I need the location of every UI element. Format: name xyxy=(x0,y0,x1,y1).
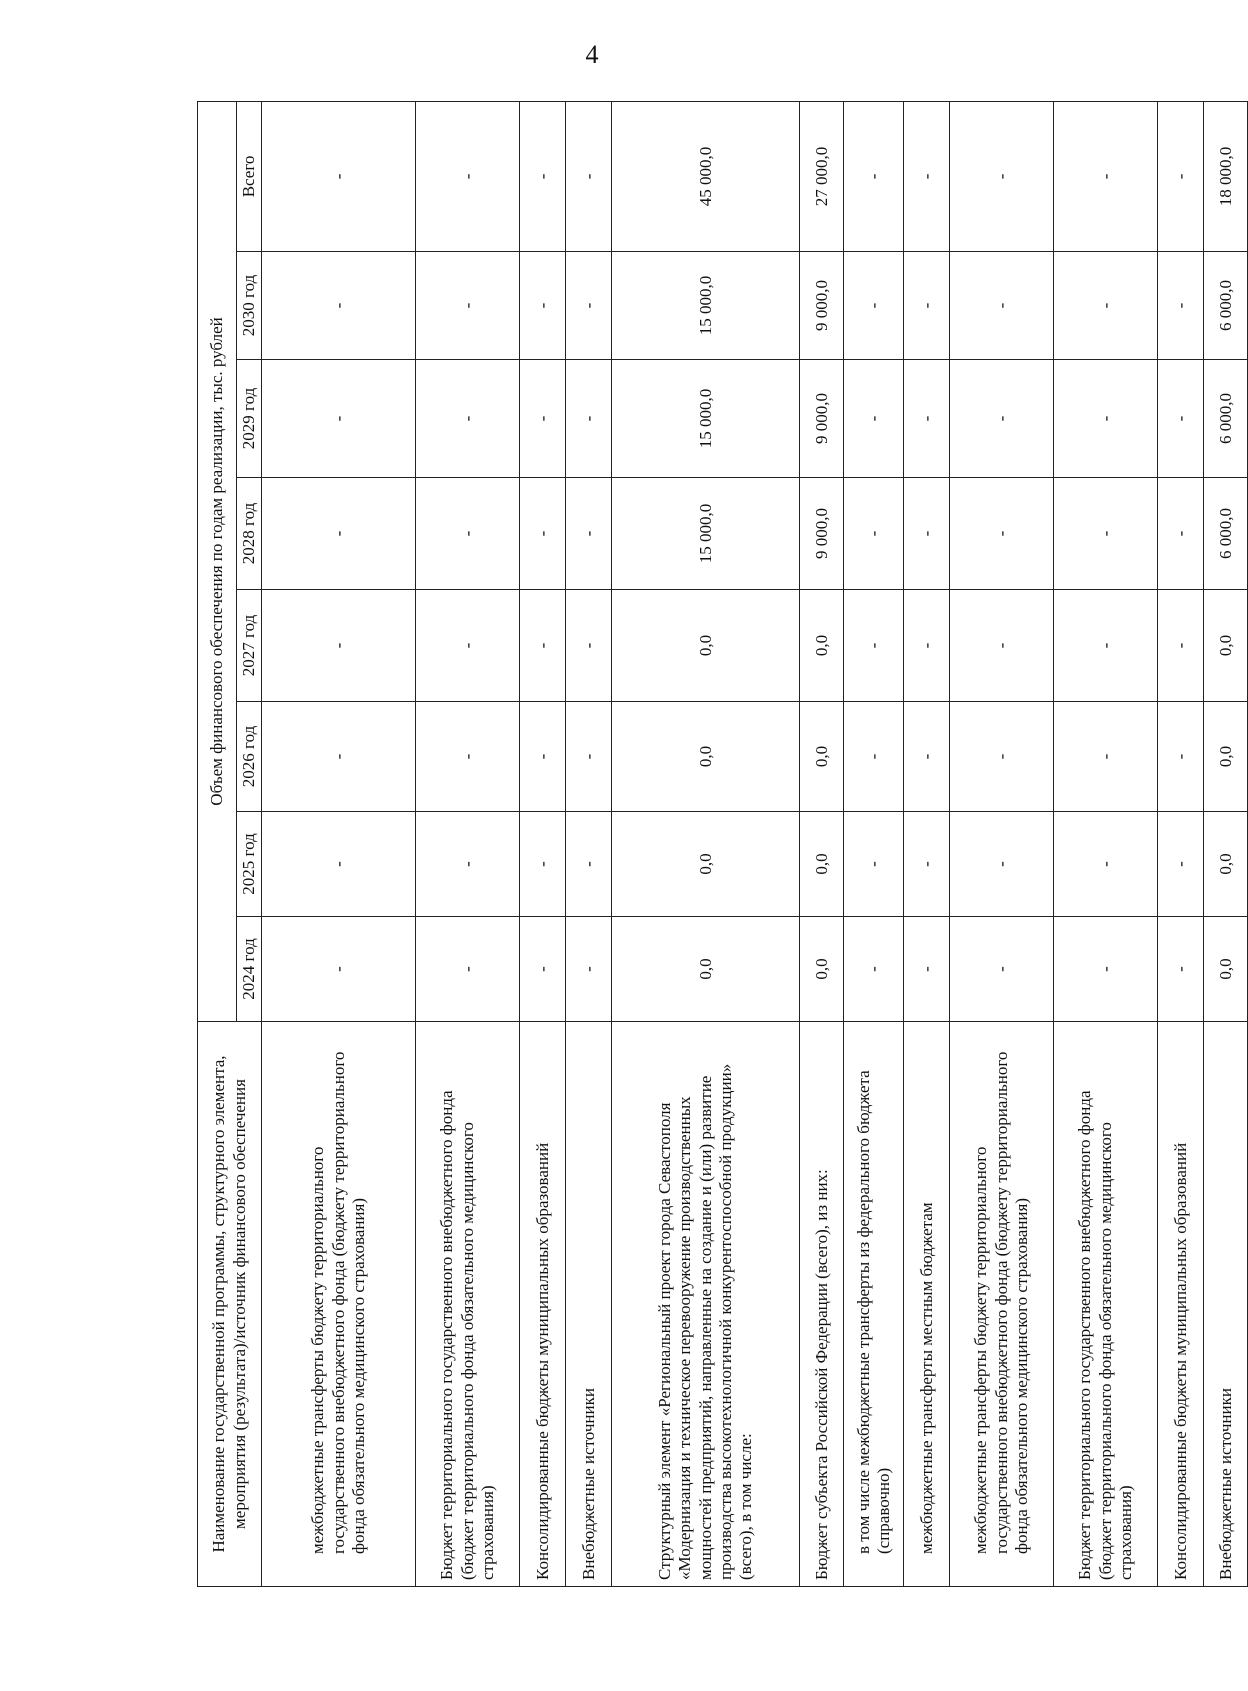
row-name-cell: Бюджет субъекта Российской Федерации (всего), из них: xyxy=(800,1022,844,1587)
year-column-header: Всего xyxy=(237,101,262,251)
value-cell: 9 000,0 xyxy=(800,252,844,360)
value-cell: 0,0 xyxy=(800,812,844,917)
value-cell: 9 000,0 xyxy=(800,360,844,478)
value-cell: - xyxy=(1054,360,1158,478)
value-cell: 15 000,0 xyxy=(612,478,800,590)
table-row xyxy=(950,101,1054,1586)
value-cell: - xyxy=(262,812,416,917)
value-cell: - xyxy=(416,478,520,590)
financing-group-header: Объем финансового обеспечения по годам реализации, тыс. рублей xyxy=(198,101,237,1021)
value-cell: - xyxy=(262,478,416,590)
table-row xyxy=(904,101,950,1586)
value-cell: - xyxy=(1054,478,1158,590)
table-row xyxy=(1158,101,1204,1586)
value-cell: - xyxy=(950,252,1054,360)
rotated-table-wrapper xyxy=(197,102,1235,1587)
row-name-cell: Консолидированные бюджеты муниципальных образований xyxy=(1158,1022,1204,1587)
value-cell: - xyxy=(1158,360,1204,478)
value-cell: - xyxy=(416,360,520,478)
value-cell: - xyxy=(844,478,904,590)
value-cell: - xyxy=(416,812,520,917)
value-cell: - xyxy=(1158,101,1204,251)
value-cell: 15 000,0 xyxy=(612,252,800,360)
value-cell: - xyxy=(566,101,612,251)
table-row xyxy=(1054,101,1158,1586)
value-cell: 6 000,0 xyxy=(1204,252,1248,360)
value-cell: 6 000,0 xyxy=(1204,360,1248,478)
value-cell: 0,0 xyxy=(1204,812,1248,917)
value-cell: 18 000,0 xyxy=(1204,101,1248,251)
name-column-header: Наименование государственной программы, структурного элемента, мероприятия (результата)/источник финансового обеспечения xyxy=(198,1022,262,1587)
row-name-cell: межбюджетные трансферты бюджету территориального государственного внебюджетного фонда (бюджету территориального фонда обязательного медицинского страхования) xyxy=(950,1022,1054,1587)
value-cell: - xyxy=(1054,590,1158,702)
table-row xyxy=(566,101,612,1586)
value-cell: - xyxy=(1054,101,1158,251)
row-name-cell: Структурный элемент «Региональный проект города Севастополя «Модернизация и техническое перевооружение производственных мощностей предприятий, направленные на создание и (или) развитие производства высокотехнологичной конкурентоспособной продукции» (всего), в том числе: xyxy=(612,1022,800,1587)
value-cell: - xyxy=(262,590,416,702)
value-cell: - xyxy=(844,360,904,478)
value-cell: - xyxy=(1158,252,1204,360)
value-cell: - xyxy=(520,360,566,478)
value-cell: 0,0 xyxy=(800,917,844,1022)
value-cell: - xyxy=(520,478,566,590)
value-cell: - xyxy=(416,590,520,702)
row-name-cell: межбюджетные трансферты местным бюджетам xyxy=(904,1022,950,1587)
value-cell: - xyxy=(566,252,612,360)
value-cell: - xyxy=(566,917,612,1022)
value-cell: - xyxy=(950,702,1054,812)
value-cell: - xyxy=(1158,812,1204,917)
value-cell: - xyxy=(416,101,520,251)
value-cell: - xyxy=(566,590,612,702)
table-row xyxy=(800,101,844,1586)
value-cell: 0,0 xyxy=(612,812,800,917)
value-cell: 0,0 xyxy=(1204,590,1248,702)
value-cell: - xyxy=(1054,702,1158,812)
value-cell: - xyxy=(1158,478,1204,590)
value-cell: 9 000,0 xyxy=(800,478,844,590)
row-name-cell: Бюджет территориального государственного внебюджетного фонда (бюджет территориального фонда обязательного медицинского страхования) xyxy=(1054,1022,1158,1587)
value-cell: - xyxy=(566,702,612,812)
value-cell: - xyxy=(416,917,520,1022)
value-cell: - xyxy=(950,360,1054,478)
value-cell: - xyxy=(1054,252,1158,360)
value-cell: - xyxy=(1054,917,1158,1022)
row-name-cell: Консолидированные бюджеты муниципальных образований xyxy=(520,1022,566,1587)
value-cell: - xyxy=(1158,917,1204,1022)
value-cell: - xyxy=(520,702,566,812)
table-row xyxy=(1204,101,1248,1586)
value-cell: - xyxy=(904,917,950,1022)
value-cell: - xyxy=(416,252,520,360)
value-cell: - xyxy=(904,812,950,917)
year-column-header: 2030 год xyxy=(237,252,262,360)
value-cell: - xyxy=(262,917,416,1022)
row-name-cell: межбюджетные трансферты бюджету территориального государственного внебюджетного фонда (бюджету территориального фонда обязательного медицинского страхования) xyxy=(262,1022,416,1587)
value-cell: 15 000,0 xyxy=(612,360,800,478)
value-cell: - xyxy=(950,917,1054,1022)
value-cell: 45 000,0 xyxy=(612,101,800,251)
year-column-header: 2029 год xyxy=(237,360,262,478)
value-cell: 0,0 xyxy=(800,590,844,702)
year-column-header: 2027 год xyxy=(237,590,262,702)
value-cell: - xyxy=(416,702,520,812)
value-cell: 0,0 xyxy=(800,702,844,812)
row-name-cell: Внебюджетные источники xyxy=(566,1022,612,1587)
row-name-cell: Внебюджетные источники xyxy=(1204,1022,1248,1587)
value-cell: - xyxy=(950,478,1054,590)
value-cell: - xyxy=(1158,702,1204,812)
value-cell: - xyxy=(520,252,566,360)
value-cell: - xyxy=(904,702,950,812)
value-cell: - xyxy=(904,590,950,702)
table-row xyxy=(520,101,566,1586)
value-cell: - xyxy=(950,101,1054,251)
year-column-header: 2025 год xyxy=(237,812,262,917)
table-row xyxy=(416,101,520,1586)
value-cell: - xyxy=(844,812,904,917)
value-cell: - xyxy=(520,812,566,917)
header-row-group xyxy=(198,101,237,1586)
table-body xyxy=(262,101,1248,1586)
table-row xyxy=(262,101,416,1586)
financing-table xyxy=(197,101,1248,1587)
value-cell: - xyxy=(520,590,566,702)
value-cell: 0,0 xyxy=(612,590,800,702)
value-cell: - xyxy=(1158,590,1204,702)
value-cell: - xyxy=(904,360,950,478)
table-row xyxy=(844,101,904,1586)
year-column-header: 2024 год xyxy=(237,917,262,1022)
value-cell: - xyxy=(520,101,566,251)
value-cell: - xyxy=(262,252,416,360)
value-cell: 0,0 xyxy=(612,917,800,1022)
value-cell: - xyxy=(904,252,950,360)
value-cell: 0,0 xyxy=(612,702,800,812)
value-cell: - xyxy=(566,812,612,917)
value-cell: - xyxy=(1054,812,1158,917)
value-cell: - xyxy=(566,360,612,478)
value-cell: - xyxy=(262,360,416,478)
value-cell: - xyxy=(904,101,950,251)
year-column-header: 2026 год xyxy=(237,702,262,812)
table-row xyxy=(612,101,800,1586)
value-cell: - xyxy=(844,590,904,702)
value-cell: 27 000,0 xyxy=(800,101,844,251)
value-cell: - xyxy=(566,478,612,590)
value-cell: 0,0 xyxy=(1204,917,1248,1022)
value-cell: - xyxy=(844,917,904,1022)
value-cell: 0,0 xyxy=(1204,702,1248,812)
row-name-cell: в том числе межбюджетные трансферты из федерального бюджета (справочно) xyxy=(844,1022,904,1587)
value-cell: - xyxy=(904,478,950,590)
page-number: 4 xyxy=(585,40,599,69)
value-cell: - xyxy=(844,252,904,360)
row-name-cell: Бюджет территориального государственного внебюджетного фонда (бюджет территориального фонда обязательного медицинского страхования) xyxy=(416,1022,520,1587)
year-column-header: 2028 год xyxy=(237,478,262,590)
value-cell: - xyxy=(520,917,566,1022)
value-cell: - xyxy=(844,702,904,812)
value-cell: - xyxy=(262,702,416,812)
value-cell: 6 000,0 xyxy=(1204,478,1248,590)
value-cell: - xyxy=(950,812,1054,917)
value-cell: - xyxy=(950,590,1054,702)
value-cell: - xyxy=(262,101,416,251)
value-cell: - xyxy=(844,101,904,251)
